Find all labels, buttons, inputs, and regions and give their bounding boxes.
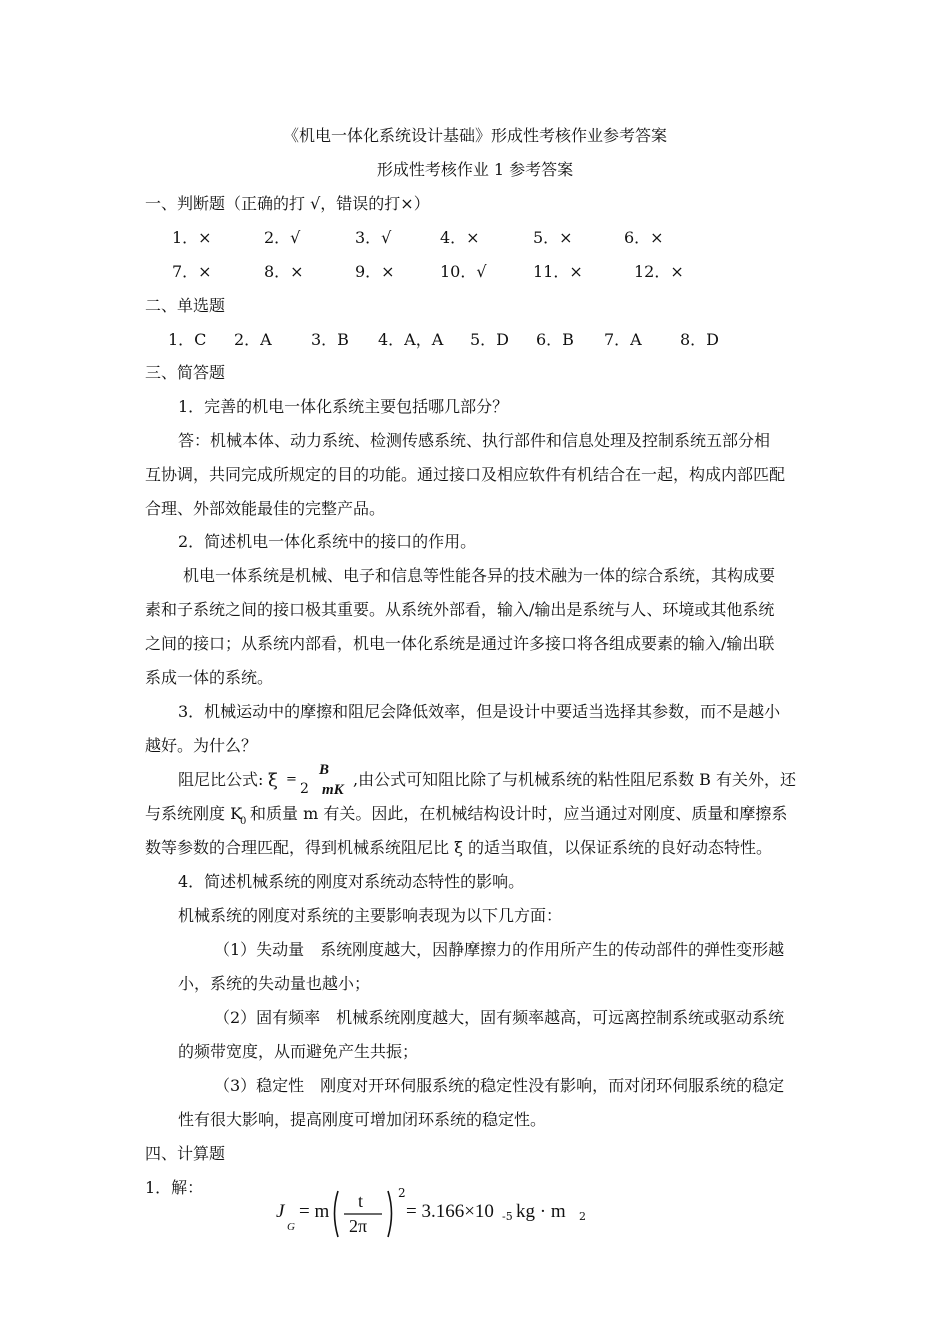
formula-two: 2 [300, 781, 309, 797]
answer-3-line: 数等参数的合理匹配，得到机械系统阻尼比 ξ 的适当取值，以保证系统的良好动态特性。 [145, 838, 772, 857]
answer-item: 1．× [172, 228, 212, 247]
answer-4-point-3: 性有很大影响，提高刚度可增加闭环系统的稳定性。 [178, 1110, 547, 1129]
answer-item: 9．× [355, 262, 395, 281]
answer-4-point-2: 的频带宽度，从而避免产生共振； [178, 1042, 419, 1061]
answer-item: 6．× [624, 228, 664, 247]
answer-item: 12．× [634, 262, 684, 281]
answer-4-point-3: （3）稳定性 刚度对开环伺服系统的稳定性没有影响，而对闭环伺服系统的稳定 [214, 1076, 785, 1095]
question-3-line: 3．机械运动中的摩擦和阻尼会降低效率，但是设计中要适当选择其参数，而不是越小 [178, 702, 781, 721]
answer-item: 1．C [168, 330, 207, 349]
formula-j: J [276, 1201, 285, 1222]
answer-item: 3．√ [355, 228, 392, 247]
answer-4-point-1: 小，系统的失动量也越小； [178, 974, 371, 993]
answer-item: 4．A，A [378, 330, 444, 349]
answer-item: 10．√ [440, 262, 487, 281]
formula-subscript-g: G [287, 1221, 295, 1233]
k-subscript: 0 [240, 816, 247, 827]
inertia-formula [270, 1185, 590, 1245]
answer-1-line: 互协调，共同完成所规定的目的功能。通过接口及相应软件有机结合在一起，构成内部匹配 [145, 465, 786, 484]
section-heading-true-false: 一、判断题（正确的打 √，错误的打×） [145, 194, 430, 213]
answer-item: 2．√ [264, 228, 301, 247]
answer-3-line: 与系统刚度 K [145, 804, 243, 823]
answer-2-line: 素和子系统之间的接口极其重要。从系统外部看，输入/输出是系统与人、环境或其他系统 [145, 600, 775, 619]
answer-2-line: 机电一体系统是机械、电子和信息等性能各异的技术融为一体的综合系统，其构成要 [183, 566, 776, 585]
formula-result: = 3.166×10 [406, 1201, 494, 1222]
section-heading-calculation: 四、计算题 [145, 1144, 226, 1163]
section-heading-short-answer: 三、简答题 [145, 363, 226, 382]
answer-item: 2．A [234, 330, 272, 349]
answer-2-line: 之间的接口；从系统内部看，机电一体化系统是通过许多接口将各组成要素的输入/输出联 [145, 634, 775, 653]
question-1: 1．完善的机电一体化系统主要包括哪几部分？ [178, 397, 509, 416]
formula-t: t [358, 1191, 364, 1211]
answer-item: 11．× [533, 262, 583, 281]
formula-exponent-neg5: -5 [502, 1210, 513, 1223]
answer-item: 5．× [533, 228, 573, 247]
formula-numerator: B [319, 762, 330, 778]
question-2: 2．简述机电一体化系统中的接口的作用。 [178, 532, 477, 551]
answer-item: 7．A [604, 330, 642, 349]
question-3-line: 越好。为什么？ [145, 736, 258, 755]
document-subtitle: 形成性考核作业 1 参考答案 [376, 160, 574, 179]
formula-exponent-2: 2 [398, 1186, 406, 1200]
answer-item: 8．D [680, 330, 720, 349]
answer-3-line: 和质量 m 有关。因此，在机械结构设计时，应当通过对刚度、质量和摩擦系 [250, 804, 788, 823]
formula-unit-exponent: 2 [579, 1210, 586, 1223]
answer-1-line: 合理、外部效能最佳的完整产品。 [145, 499, 386, 518]
formula-2pi: 2π [349, 1216, 368, 1236]
answer-4-intro: 机械系统的刚度对系统的主要影响表现为以下几方面： [178, 906, 563, 925]
formula-unit: kg · m [516, 1201, 566, 1222]
answer-item: 8．× [264, 262, 304, 281]
formula-eq-m: = m [299, 1201, 330, 1222]
answer-2-line: 系成一体的系统。 [145, 668, 274, 687]
section-heading-single-choice: 二、单选题 [145, 296, 226, 315]
formula-denominator: mK [322, 782, 344, 798]
answer-item: 3．B [311, 330, 349, 349]
calculation-1-label: 1．解： [145, 1178, 204, 1197]
equals-sign: = [286, 772, 297, 787]
answer-4-point-1: （1）失动量 系统刚度越大，因静摩擦力的作用所产生的传动部件的弹性变形越 [214, 940, 785, 959]
answer-3-line: ,由公式可知阻比除了与机械系统的粘性阻尼系数 B 有关外，还 [353, 770, 797, 789]
answer-item: 5．D [470, 330, 510, 349]
xi-symbol: ξ [268, 770, 278, 791]
document-title: 《机电一体化系统设计基础》形成性考核作业参考答案 [282, 126, 667, 145]
answer-item: 6．B [536, 330, 574, 349]
answer-4-point-2: （2）固有频率 机械系统刚度越大，固有频率越高，可远离控制系统或驱动系统 [214, 1008, 785, 1027]
answer-item: 7．× [172, 262, 212, 281]
formula-prefix: 阻尼比公式: [178, 770, 264, 789]
answer-item: 4．× [440, 228, 480, 247]
question-4: 4．简述机械系统的刚度对系统动态特性的影响。 [178, 872, 525, 891]
answer-1-line: 答：机械本体、动力系统、检测传感系统、执行部件和信息处理及控制系统五部分相 [178, 431, 771, 450]
